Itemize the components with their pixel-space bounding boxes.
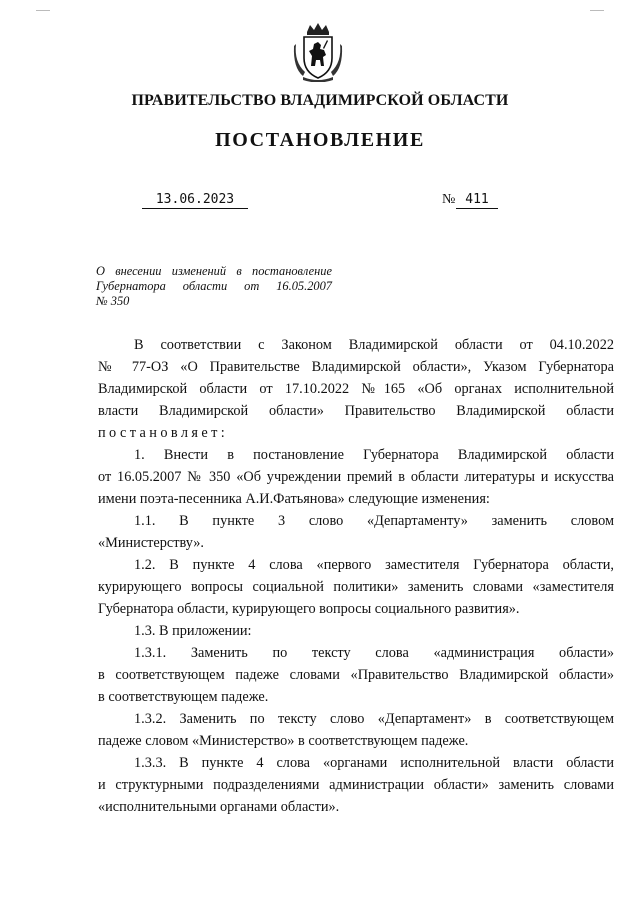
- item-1-2-line: курирующего вопросы социальной политики» заменить словами «заместителя: [98, 579, 614, 595]
- item-1-2-line: 1.2. В пункте 4 слова «первого заместителя Губернатора области,: [134, 557, 614, 573]
- preamble-line: В соответствии с Законом Владимирской области от 04.10.2022: [134, 337, 614, 353]
- item-1-3-1-line: в соответствующем падеже словами «Правительство Владимирской области»: [98, 667, 614, 683]
- item-1-3-3-line: 1.3.3. В пункте 4 слова «органами исполнительной власти области: [134, 755, 614, 771]
- item-1-2-line: Губернатора области, курирующего вопросы социального развития».: [98, 601, 520, 617]
- item-1-3-3-line: и структурными подразделениями администрации области» заменить словами: [98, 777, 614, 793]
- scan-mark: [36, 10, 50, 11]
- item-1-1-line: «Министерству».: [98, 535, 204, 551]
- preamble-line: № 77-ОЗ «О Правительстве Владимирской области», Указом Губернатора: [98, 359, 614, 375]
- document-body: [98, 334, 614, 818]
- document-date: 13.06.2023: [142, 192, 248, 209]
- preamble-line: Владимирской области от 17.10.2022 №165 «Об органах исполнительной: [98, 381, 614, 397]
- preamble-line: власти Владимирской области» Правительство Владимирской области: [98, 403, 614, 419]
- decides-line: постановляет:: [98, 425, 229, 441]
- item-1-line: от 16.05.2007 № 350 «Об учреждении премий в области литературы и искусства: [98, 469, 614, 485]
- item-1-line: имени поэта-песенника А.И.Фатьянова» следующие изменения:: [98, 491, 490, 507]
- item-1-3-2-line: падеже словом «Министерство» в соответствующем падеже.: [98, 733, 469, 749]
- document-subject: [96, 264, 332, 309]
- item-1-3-line: 1.3. В приложении:: [134, 623, 252, 639]
- item-1-3-2-line: 1.3.2. Заменить по тексту слово «Департамент» в соответствующем: [134, 711, 614, 727]
- document-number: 411: [456, 192, 498, 209]
- item-1-line: 1. Внести в постановление Губернатора Владимирской области: [134, 447, 614, 463]
- item-1-3-1-line: 1.3.1. Заменить по тексту слова «администрация области»: [134, 645, 614, 661]
- government-title: ПРАВИТЕЛЬСТВО ВЛАДИМИРСКОЙ ОБЛАСТИ: [131, 92, 509, 109]
- vladimir-oblast-coat-of-arms-icon: [293, 22, 343, 82]
- document-number-label: №: [442, 192, 456, 207]
- scan-mark: [590, 10, 604, 11]
- subject-line: № 350: [96, 294, 130, 308]
- item-1-3-1-line: в соответствующем падеже.: [98, 689, 269, 705]
- subject-line: О внесении изменений в постановление: [96, 264, 332, 278]
- item-1-1-line: 1.1. В пункте 3 слово «Департаменту» заменить словом: [134, 513, 614, 529]
- item-1-3-3-line: «исполнительными органами области».: [98, 799, 340, 815]
- subject-line: Губернатора области от 16.05.2007: [96, 279, 332, 293]
- document-type-title: ПОСТАНОВЛЕНИЕ: [215, 129, 425, 151]
